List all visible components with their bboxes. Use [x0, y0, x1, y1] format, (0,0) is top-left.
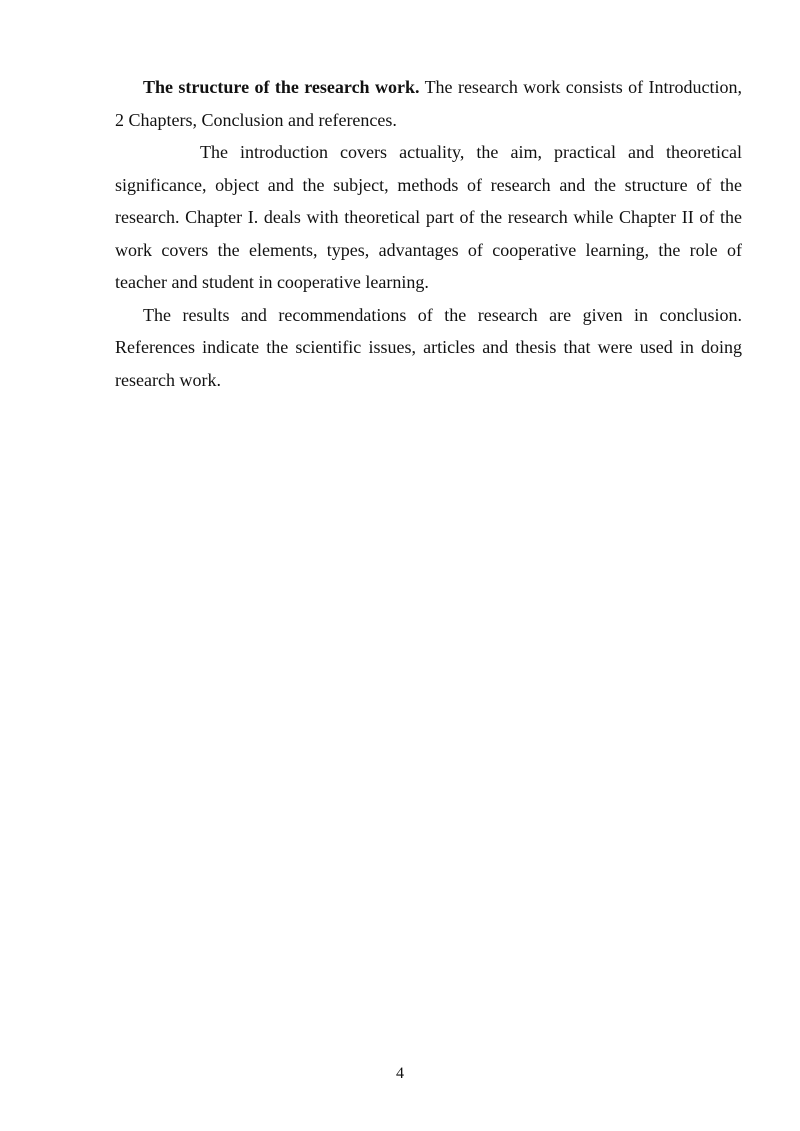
paragraph-structure — [115, 71, 742, 136]
paragraph-lead-heading: The structure of the research work. — [143, 77, 420, 97]
page-number: 4 — [396, 1065, 404, 1082]
paragraph-text: The results and recommendations of the research are given in conclusion. References indicate the scientific issues, articles and thesis that were used in doing research work. — [115, 304, 742, 390]
paragraph-introduction — [115, 136, 742, 299]
paragraph-text: The introduction covers actuality, the aim, practical and theoretical significance, object and the subject, methods of research and the structure of the research. Chapter I. deals with theoretical part of the research while Chapter II of the work covers the elements, types, advantages of cooperative learning, the role of teacher and student in cooperative learning. — [115, 142, 742, 292]
page-body — [115, 71, 742, 396]
paragraph-results — [115, 299, 742, 397]
paragraph-text: The research work consists of Introduction, 2 Chapters, Conclusion and references. — [115, 77, 742, 130]
